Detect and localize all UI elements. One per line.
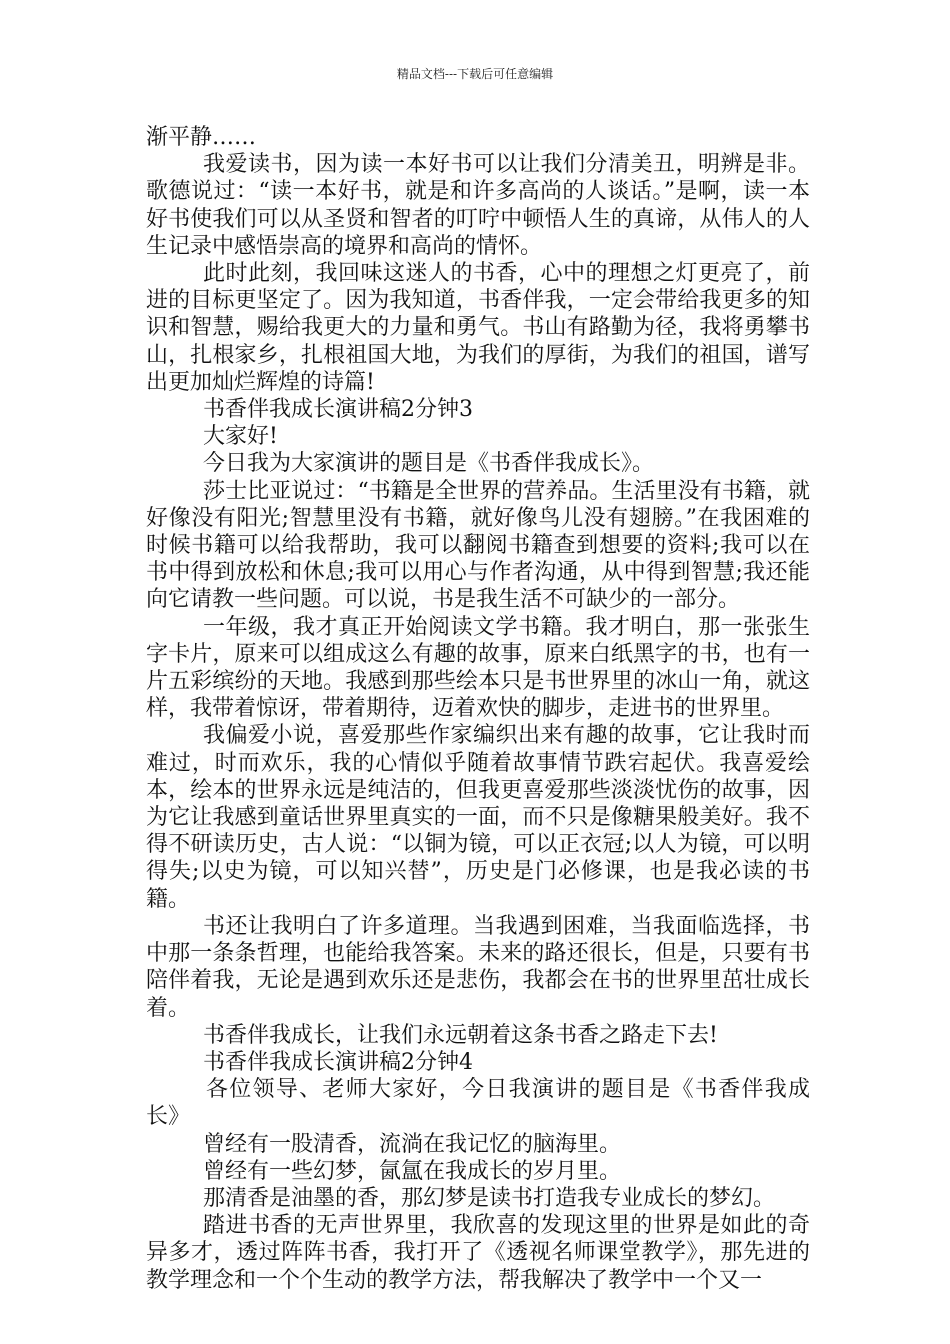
paragraph: 我偏爱小说，喜爱那些作家编织出来有趣的故事，它让我时而难过，时而欢乐，我的心情似乎随着故事情节跌宕起伏。我喜爱绘本，绘本的世界永远是纯洁的，但我更喜爱那些淡淡忧伤的故事，因为它让我感到童话世界里真实的一面，而不只是像糖果般美好。我不得不研读历史，古人说：“以铜为镜，可以正衣冠;以人为镜，可以明得失;以史为镜，可以知兴替”，历史是门必修课，也是我必读的书籍。 <box>146 723 810 912</box>
paragraph: 莎士比亚说过：“书籍是全世界的营养品。生活里没有书籍，就好像没有阳光;智慧里没有书籍，就好像鸟儿没有翅膀。”在我困难的时候书籍可以给我帮助，我可以翻阅书籍查到想要的资料;我可以在书中得到放松和休息;我可以用心与作者沟通，从中得到智慧;我还能向它请教一些问题。可以说，书是我生活不可缺少的一部分。 <box>146 478 810 613</box>
paragraph-continuation: 渐平静…… <box>146 125 257 150</box>
paragraph: 此时此刻，我回味这迷人的书香，心中的理想之灯更亮了，前进的目标更坚定了。因为我知道，书香伴我，一定会带给我更多的知识和智慧，赐给我更大的力量和勇气。书山有路勤为径，我将勇攀书山，扎根家乡，扎根祖国大地，为我们的厚街，为我们的祖国，谱写出更加灿烂辉煌的诗篇! <box>146 261 810 395</box>
paragraph: 今日我为大家演讲的题目是《书香伴我成长》。 <box>203 451 655 477</box>
paragraph: 书香伴我成长，让我们永远朝着这条书香之路走下去! <box>203 1022 718 1048</box>
section-heading: 书香伴我成长演讲稿2分钟3 <box>203 397 473 423</box>
paragraph: 曾经有一股清香，流淌在我记忆的脑海里。 <box>203 1131 622 1157</box>
paragraph: 一年级，我才真正开始阅读文学书籍。我才明白，那一张张生字卡片，原来可以组成这么有趣的故事，原来白纸黑字的书，也有一片五彩缤纷的天地。我感到那些绘本只是书世界里的冰山一角，就这样，我带着惊讶，带着期待，迈着欢快的脚步，走进书的世界里。 <box>146 614 810 722</box>
paragraph: 我爱读书，因为读一本好书可以让我们分清美丑，明辨是非。歌德说过：“读一本好书，就是和许多高尚的人谈话。”是啊，读一本好书使我们可以从圣贤和智者的叮咛中顿悟人生的真谛，从伟人的人生记录中感悟崇高的境界和高尚的情怀。 <box>146 152 810 259</box>
paragraph: 各位领导、老师大家好，今日我演讲的题目是《书香伴我成长》 <box>146 1077 810 1130</box>
section-heading: 书香伴我成长演讲稿2分钟4 <box>203 1049 473 1075</box>
greeting: 大家好! <box>203 424 278 450</box>
paragraph: 那清香是油墨的香，那幻梦是读书打造我专业成长的梦幻。 <box>203 1185 776 1211</box>
paragraph: 曾经有一些幻梦，氤氲在我成长的岁月里。 <box>203 1158 622 1184</box>
paragraph: 书还让我明白了许多道理。当我遇到困难，当我面临选择，书中那一条条哲理，也能给我答案。未来的路还很长，但是，只要有书陪伴着我，无论是遇到欢乐还是悲伤，我都会在书的世界里茁壮成长着。 <box>146 913 810 1021</box>
document-body <box>146 124 810 1294</box>
page-header: 精品文档---下载后可任意编辑 <box>396 67 554 81</box>
paragraph: 踏进书香的无声世界里，我欣喜的发现这里的世界是如此的奇异多才，透过阵阵书香，我打开了《透视名师课堂教学》，那先进的教学理念和一个个生动的教学方法，帮我解决了教学中一个又一 <box>146 1213 810 1293</box>
